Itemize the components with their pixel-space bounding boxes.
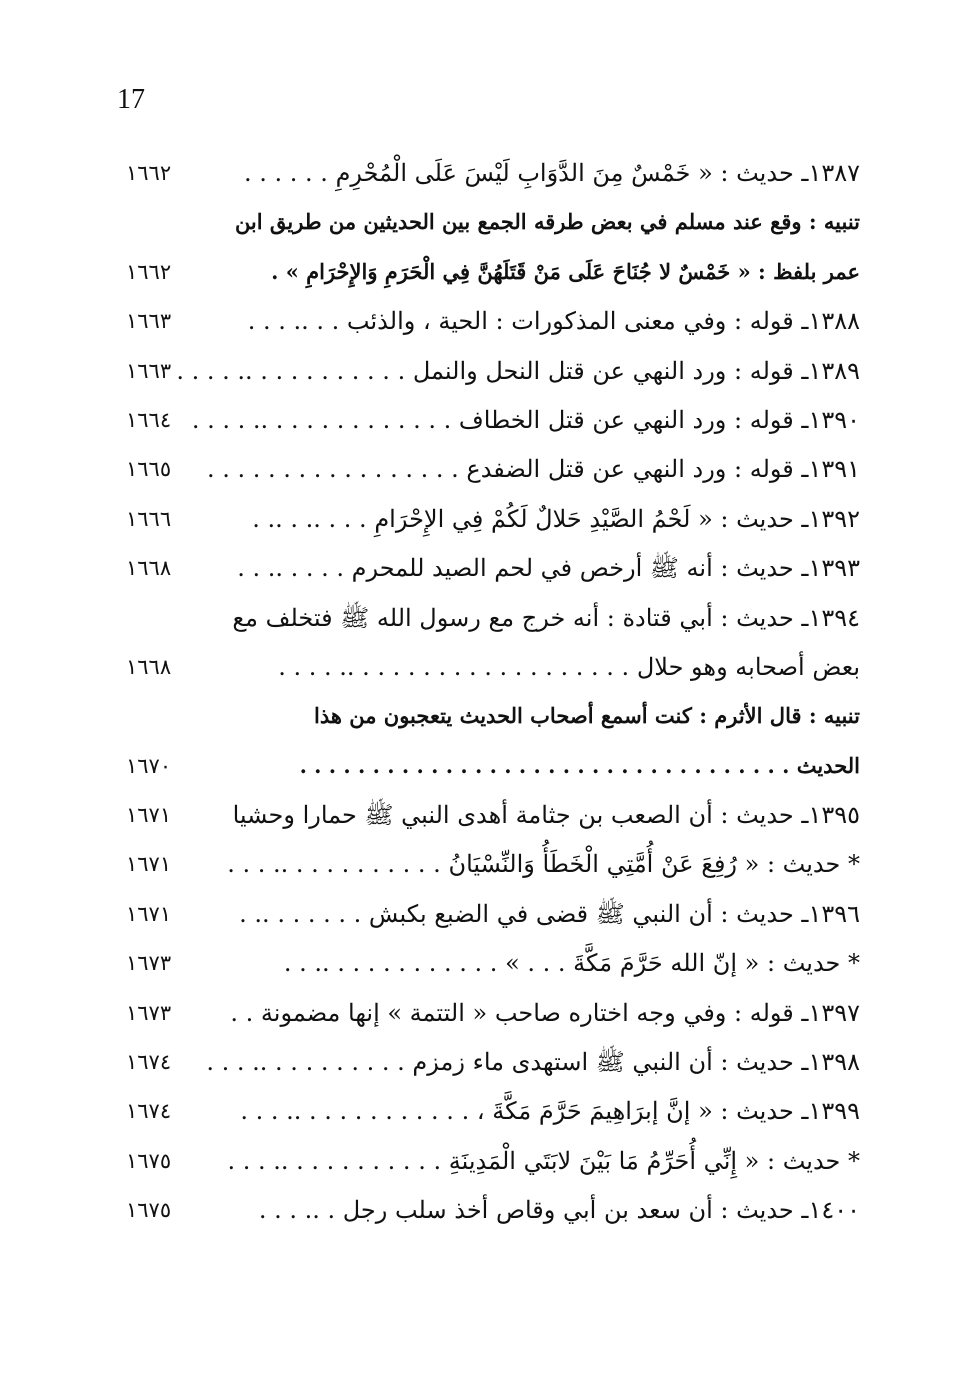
entry-page: ١٦٧٥ xyxy=(126,1198,172,1223)
toc-note xyxy=(0,199,957,248)
toc-entry xyxy=(0,644,957,693)
entry-page: ١٦٧١ xyxy=(126,852,172,877)
entry-text: * حديث : « رُفِعَ عَنْ أُمَّتِي الْخَطَأُ وَالنِّسْيَانُ . . . . . . . . . . .. . . . xyxy=(227,850,860,879)
toc-entry xyxy=(0,298,957,347)
toc-note xyxy=(0,743,957,792)
entry-text: * حديث : « إنّ الله حَرَّمَ مَكَّةَ . . . » . . . . . . . . . . . .. . . xyxy=(283,949,860,978)
toc-entry xyxy=(0,1088,957,1137)
entry-page: ١٦٧٤ xyxy=(126,1099,172,1124)
entry-page: ١٦٦٣ xyxy=(126,309,172,334)
toc-note xyxy=(0,693,957,742)
entry-page: ١٦٦٢ xyxy=(126,259,172,284)
toc-note xyxy=(0,249,957,298)
entry-text: ١٣٨٧ـ حديث : « خَمْسٌ مِنَ الدَّوَابِ لَيْسَ عَلَى الْمُحْرِمِ . . . . . . xyxy=(244,159,860,187)
entry-page: ١٦٦٥ xyxy=(126,457,172,482)
toc-entry xyxy=(0,446,957,495)
toc-entry xyxy=(0,150,957,199)
toc-entry xyxy=(0,990,957,1039)
toc-entry xyxy=(0,397,957,446)
table-of-contents xyxy=(0,150,957,1237)
entry-page: ١٦٦٣ xyxy=(126,358,172,383)
entry-page: ١٦٦٨ xyxy=(126,654,172,679)
toc-entry xyxy=(0,1187,957,1236)
entry-page: ١٦٦٤ xyxy=(126,407,172,432)
toc-entry xyxy=(0,1138,957,1187)
entry-page: ١٦٧١ xyxy=(126,803,172,828)
entry-text: ١٣٩٩ـ حديث : « إنَّ إبرَاهِيمَ حَرَّمَ مَكَّةَ ، . . . . . . . . . . . .. . . . xyxy=(240,1097,860,1126)
entry-text: بعض أصحابه وهو حلال . . . . . . . . . . . . . . . . . . .. . . . . xyxy=(278,652,860,681)
toc-entry xyxy=(0,841,957,890)
entry-text: ١٣٨٨ـ قوله : وفي معنى المذكورات : الحية ، والذئب . . .. . . . xyxy=(247,307,860,336)
entry-page: ١٦٧٣ xyxy=(126,1000,172,1025)
toc-entry xyxy=(0,940,957,989)
entry-page: ١٦٧٥ xyxy=(126,1148,172,1173)
entry-page: ١٦٧٣ xyxy=(126,951,172,976)
entry-page: ١٦٧٤ xyxy=(126,1050,172,1075)
entry-text: ١٣٩٢ـ حديث : « لَحْمُ الصَّيْدِ حَلالٌ لَكُمْ فِي الإِحْرَامِ . . . .. . .. . xyxy=(252,504,860,533)
toc-entry xyxy=(0,891,957,940)
entry-text: ١٣٩٥ـ حديث : أن الصعب بن جثامة أهدى النبي ﷺ حمارا وحشيا xyxy=(232,801,860,830)
toc-entry xyxy=(0,1039,957,1088)
entry-text: ١٣٨٩ـ قوله : ورد النهي عن قتل النحل والنمل . . . . . . . . . . .. . . . . xyxy=(176,356,860,385)
toc-entry xyxy=(0,792,957,841)
entry-page: ١٦٦٢ xyxy=(126,161,172,185)
entry-text: الحديث . . . . . . . . . . . . . . . . . . . . . . . . . . . . . . . . . . xyxy=(299,752,860,778)
entry-text: ١٣٩٧ـ قوله : وفي وجه اختاره صاحب « التتمة » إنها مضمونة . . xyxy=(230,998,860,1027)
page-number: 17 xyxy=(117,84,145,115)
toc-entry xyxy=(0,595,957,644)
entry-text: ١٣٩٣ـ حديث : أنه ﷺ أرخص في لحم الصيد للمحرم . . . . .. . . xyxy=(237,554,860,583)
entry-page: ١٦٧١ xyxy=(126,901,172,926)
toc-entry xyxy=(0,496,957,545)
entry-text: ١٣٩٠ـ قوله : ورد النهي عن قتل الخطاف . . . . . . . . . . . . .. . . . . xyxy=(191,405,860,434)
entry-text: عمر بلفظ : « خَمْسٌ لا جُنَاحَ عَلَى مَنْ قَتَلَهُنَّ فِي الْحَرَمِ وَالإِحْرَامِ » . xyxy=(271,258,860,284)
entry-text: * حديث : « إِنِّي أُحَرِّمُ مَا بَيْنَ لابَتَي الْمَدِينَةِ . . . . . . . . . . .. . . . xyxy=(227,1146,860,1175)
entry-text: ١٣٩٤ـ حديث : أبي قتادة : أنه خرج مع رسول الله ﷺ فتخلف مع xyxy=(232,603,860,632)
entry-page: ١٦٧٠ xyxy=(126,753,172,778)
entry-text: ١٤٠٠ـ حديث : أن سعد بن أبي وقاص أخذ سلب رجل . .. . . . xyxy=(258,1196,860,1225)
entry-page: ١٦٦٨ xyxy=(126,556,172,581)
entry-text: تنبيه : وقع عند مسلم في بعض طرقه الجمع بين الحديثين من طريق ابن xyxy=(234,209,860,235)
toc-entry xyxy=(0,545,957,594)
entry-text: ١٣٩٦ـ حديث : أن النبي ﷺ قضى في الضبع بكبش . . . . . . .. . xyxy=(239,899,860,928)
entry-text: تنبيه : قال الأثرم : كنت أسمع أصحاب الحديث يتعجبون من هذا xyxy=(314,703,860,729)
entry-page: ١٦٦٦ xyxy=(126,506,172,531)
entry-text: ١٣٩٨ـ حديث : أن النبي ﷺ استهدى ماء زمزم . . . . . . . . . .. . . . xyxy=(206,1048,860,1077)
toc-entry xyxy=(0,348,957,397)
entry-text: ١٣٩١ـ قوله : ورد النهي عن قتل الضفدع . . . . . . . . . . . . . . . . . xyxy=(206,455,860,484)
